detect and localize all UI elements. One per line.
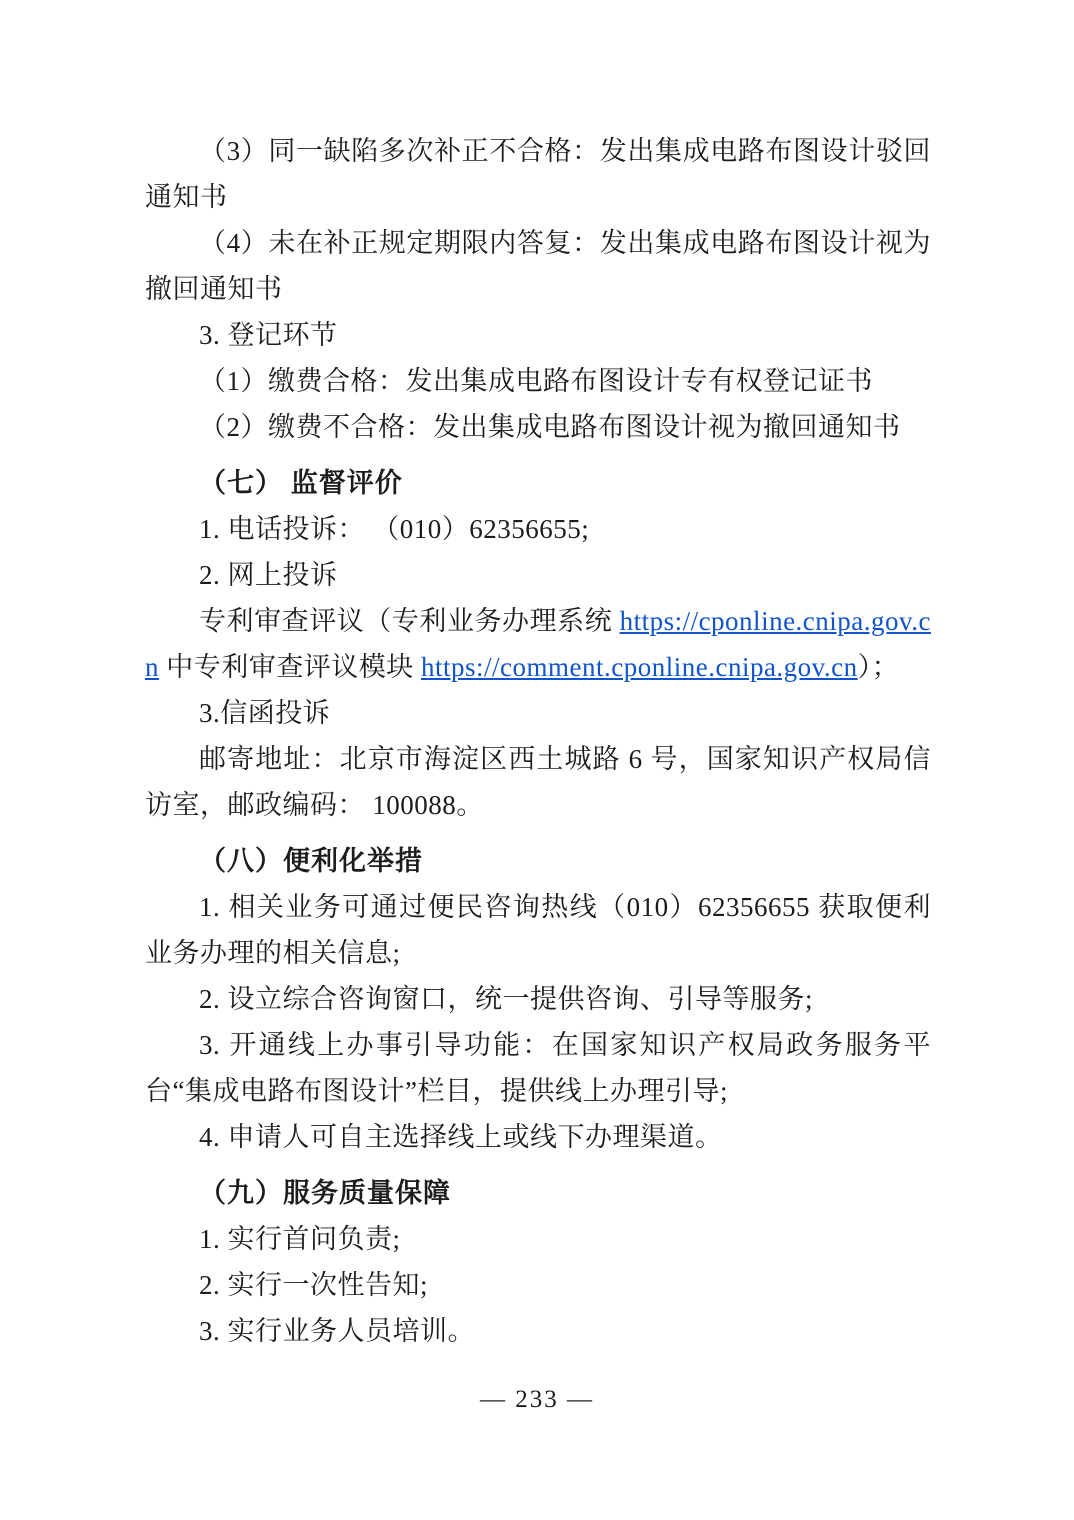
paragraph-online-complaint: 2. 网上投诉 — [199, 560, 338, 590]
paragraph-phone-complaint: 1. 电话投诉： （010）62356655; — [199, 514, 590, 544]
text-segment-between-links: 中专利审查评议模块 — [159, 652, 421, 682]
paragraph-first-inquiry: 1. 实行首问负责; — [199, 1224, 401, 1254]
paragraph-consult-window: 2. 设立综合咨询窗口，统一提供咨询、引导等服务; — [199, 984, 814, 1014]
paragraph-fee-paid: （1）缴费合格：发出集成电路布图设计专有权登记证书 — [199, 366, 873, 396]
paragraph-one-time-notice: 2. 实行一次性告知; — [199, 1270, 429, 1300]
section-heading-convenience: （八）便利化举措 — [199, 846, 423, 876]
paragraph-review-links — [145, 598, 931, 690]
paragraph-registration-step: 3. 登记环节 — [199, 320, 338, 350]
paragraph-no-reply-withdrawn: （4）未在补正规定期限内答复：发出集成电路布图设计视为撤回通知书 — [145, 228, 931, 304]
paragraph-defect-rejection: （3）同一缺陷多次补正不合格：发出集成电路布图设计驳回通知书 — [145, 136, 931, 212]
paragraph-fee-unpaid: （2）缴费不合格：发出集成电路布图设计视为撤回通知书 — [199, 412, 901, 442]
paragraph-letter-complaint: 3.信函投诉 — [199, 698, 331, 728]
section-heading-service-quality: （九）服务质量保障 — [199, 1178, 451, 1208]
document-content — [145, 128, 931, 1354]
link-cponline[interactable]: https://cponline.cnipa.gov.cn — [145, 606, 931, 682]
paragraph-channel-choice: 4. 申请人可自主选择线上或线下办理渠道。 — [199, 1122, 723, 1152]
link-comment-cponline[interactable]: https://comment.cponline.cnipa.gov.cn — [421, 652, 858, 682]
paragraph-staff-training: 3. 实行业务人员培训。 — [199, 1316, 475, 1346]
paragraph-online-guide: 3. 开通线上办事引导功能：在国家知识产权局政务服务平台“集成电路布图设计”栏目，提供线上办理引导; — [145, 1030, 931, 1106]
text-segment-before-link: 专利审查评议（专利业务办理系统 — [199, 606, 620, 636]
text-segment-after-link: ）； — [857, 652, 900, 682]
paragraph-hotline-info: 1. 相关业务可通过便民咨询热线（010）62356655 获取便利业务办理的相关信息; — [145, 892, 931, 968]
paragraph-mailing-address: 邮寄地址：北京市海淀区西土城路 6 号，国家知识产权局信访室，邮政编码： 100088。 — [145, 744, 931, 820]
page-number: — 233 — — [480, 1386, 594, 1413]
section-heading-supervision: （七） 监督评价 — [199, 468, 403, 498]
